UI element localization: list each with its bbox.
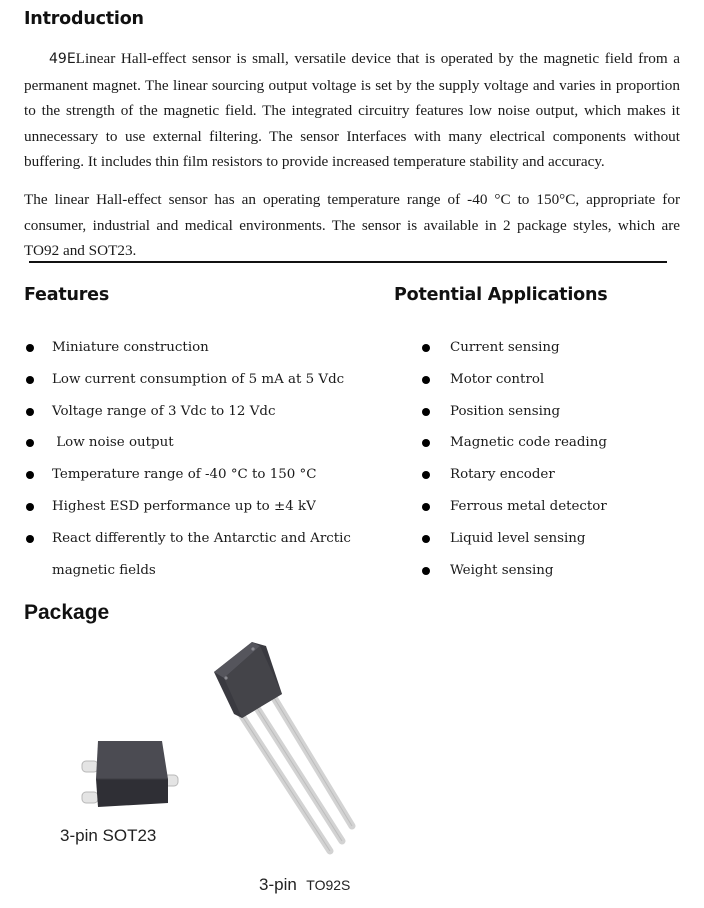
- sot23-caption: 3-pin SOT23: [60, 826, 157, 845]
- application-item: Current sensing: [422, 338, 682, 370]
- bullet-icon: [26, 503, 34, 511]
- application-item: Position sensing: [422, 402, 682, 434]
- to92s-package-image: [210, 636, 360, 861]
- bullet-icon: [26, 471, 34, 479]
- feature-item: React differently to the Antarctic and Arctic: [26, 529, 356, 561]
- introduction-heading: Introduction: [24, 9, 144, 29]
- sot23-chip-icon: [76, 735, 186, 815]
- to92s-transistor-icon: [210, 636, 360, 861]
- bullet-icon: [26, 535, 34, 543]
- application-item: Ferrous metal detector: [422, 497, 682, 529]
- bullet-icon: [26, 376, 34, 384]
- feature-item-continuation: magnetic fields: [52, 562, 156, 578]
- application-item: Rotary encoder: [422, 465, 682, 497]
- to92s-caption-prefix: 3-pin: [259, 875, 297, 894]
- bullet-icon: [26, 344, 34, 352]
- feature-item: Temperature range of -40 °C to 150 °C: [26, 465, 356, 497]
- application-item: Liquid level sensing: [422, 529, 682, 561]
- feature-item: Voltage range of 3 Vdc to 12 Vdc: [26, 402, 356, 434]
- applications-heading: Potential Applications: [394, 285, 608, 305]
- bullet-icon: [422, 503, 430, 511]
- part-number: 49E: [49, 51, 76, 67]
- introduction-paragraph-2: The linear Hall-effect sensor has an operating temperature range of -40 °C to 150°C, appropriate for consumer, industrial and medical environments. The sensor is available in 2 package styles, which are TO92 and SOT23.: [24, 191, 680, 259]
- bullet-icon: [422, 408, 430, 416]
- feature-item: Low noise output: [26, 433, 356, 465]
- features-heading: Features: [24, 285, 110, 305]
- bullet-icon: [26, 408, 34, 416]
- bullet-icon: [422, 535, 430, 543]
- application-item: Motor control: [422, 370, 682, 402]
- package-heading: Package: [24, 601, 110, 624]
- introduction-paragraph-1-text: Linear Hall-effect sensor is small, versatile device that is operated by the magnetic field from a permanent magnet. The linear sourcing output voltage is set by the supply voltage and varies in proportion to the strength of the magnetic field. The integrated circuitry features low noise output, which makes it unnecessary to use external filtering. The sensor Interfaces with many electrical components without buffering. It includes thin film resistors to provide increased temperature stability and accuracy.: [24, 50, 680, 170]
- feature-item: Highest ESD performance up to ±4 kV: [26, 497, 356, 529]
- bullet-icon: [26, 439, 34, 447]
- section-divider: [29, 261, 667, 263]
- to92s-caption: [259, 875, 350, 895]
- feature-item: Low current consumption of 5 mA at 5 Vdc: [26, 370, 356, 402]
- bullet-icon: [422, 376, 430, 384]
- feature-item: Miniature construction: [26, 338, 356, 370]
- applications-list: [422, 338, 682, 592]
- bullet-icon: [422, 439, 430, 447]
- application-item: Magnetic code reading: [422, 433, 682, 465]
- bullet-icon: [422, 567, 430, 575]
- bullet-icon: [422, 344, 430, 352]
- application-item: Weight sensing: [422, 561, 682, 593]
- to92s-caption-name: TO92S: [306, 877, 351, 893]
- features-list: [26, 338, 356, 592]
- sot23-package-image: [76, 735, 186, 815]
- introduction-paragraph-1: [24, 46, 680, 175]
- bullet-icon: [422, 471, 430, 479]
